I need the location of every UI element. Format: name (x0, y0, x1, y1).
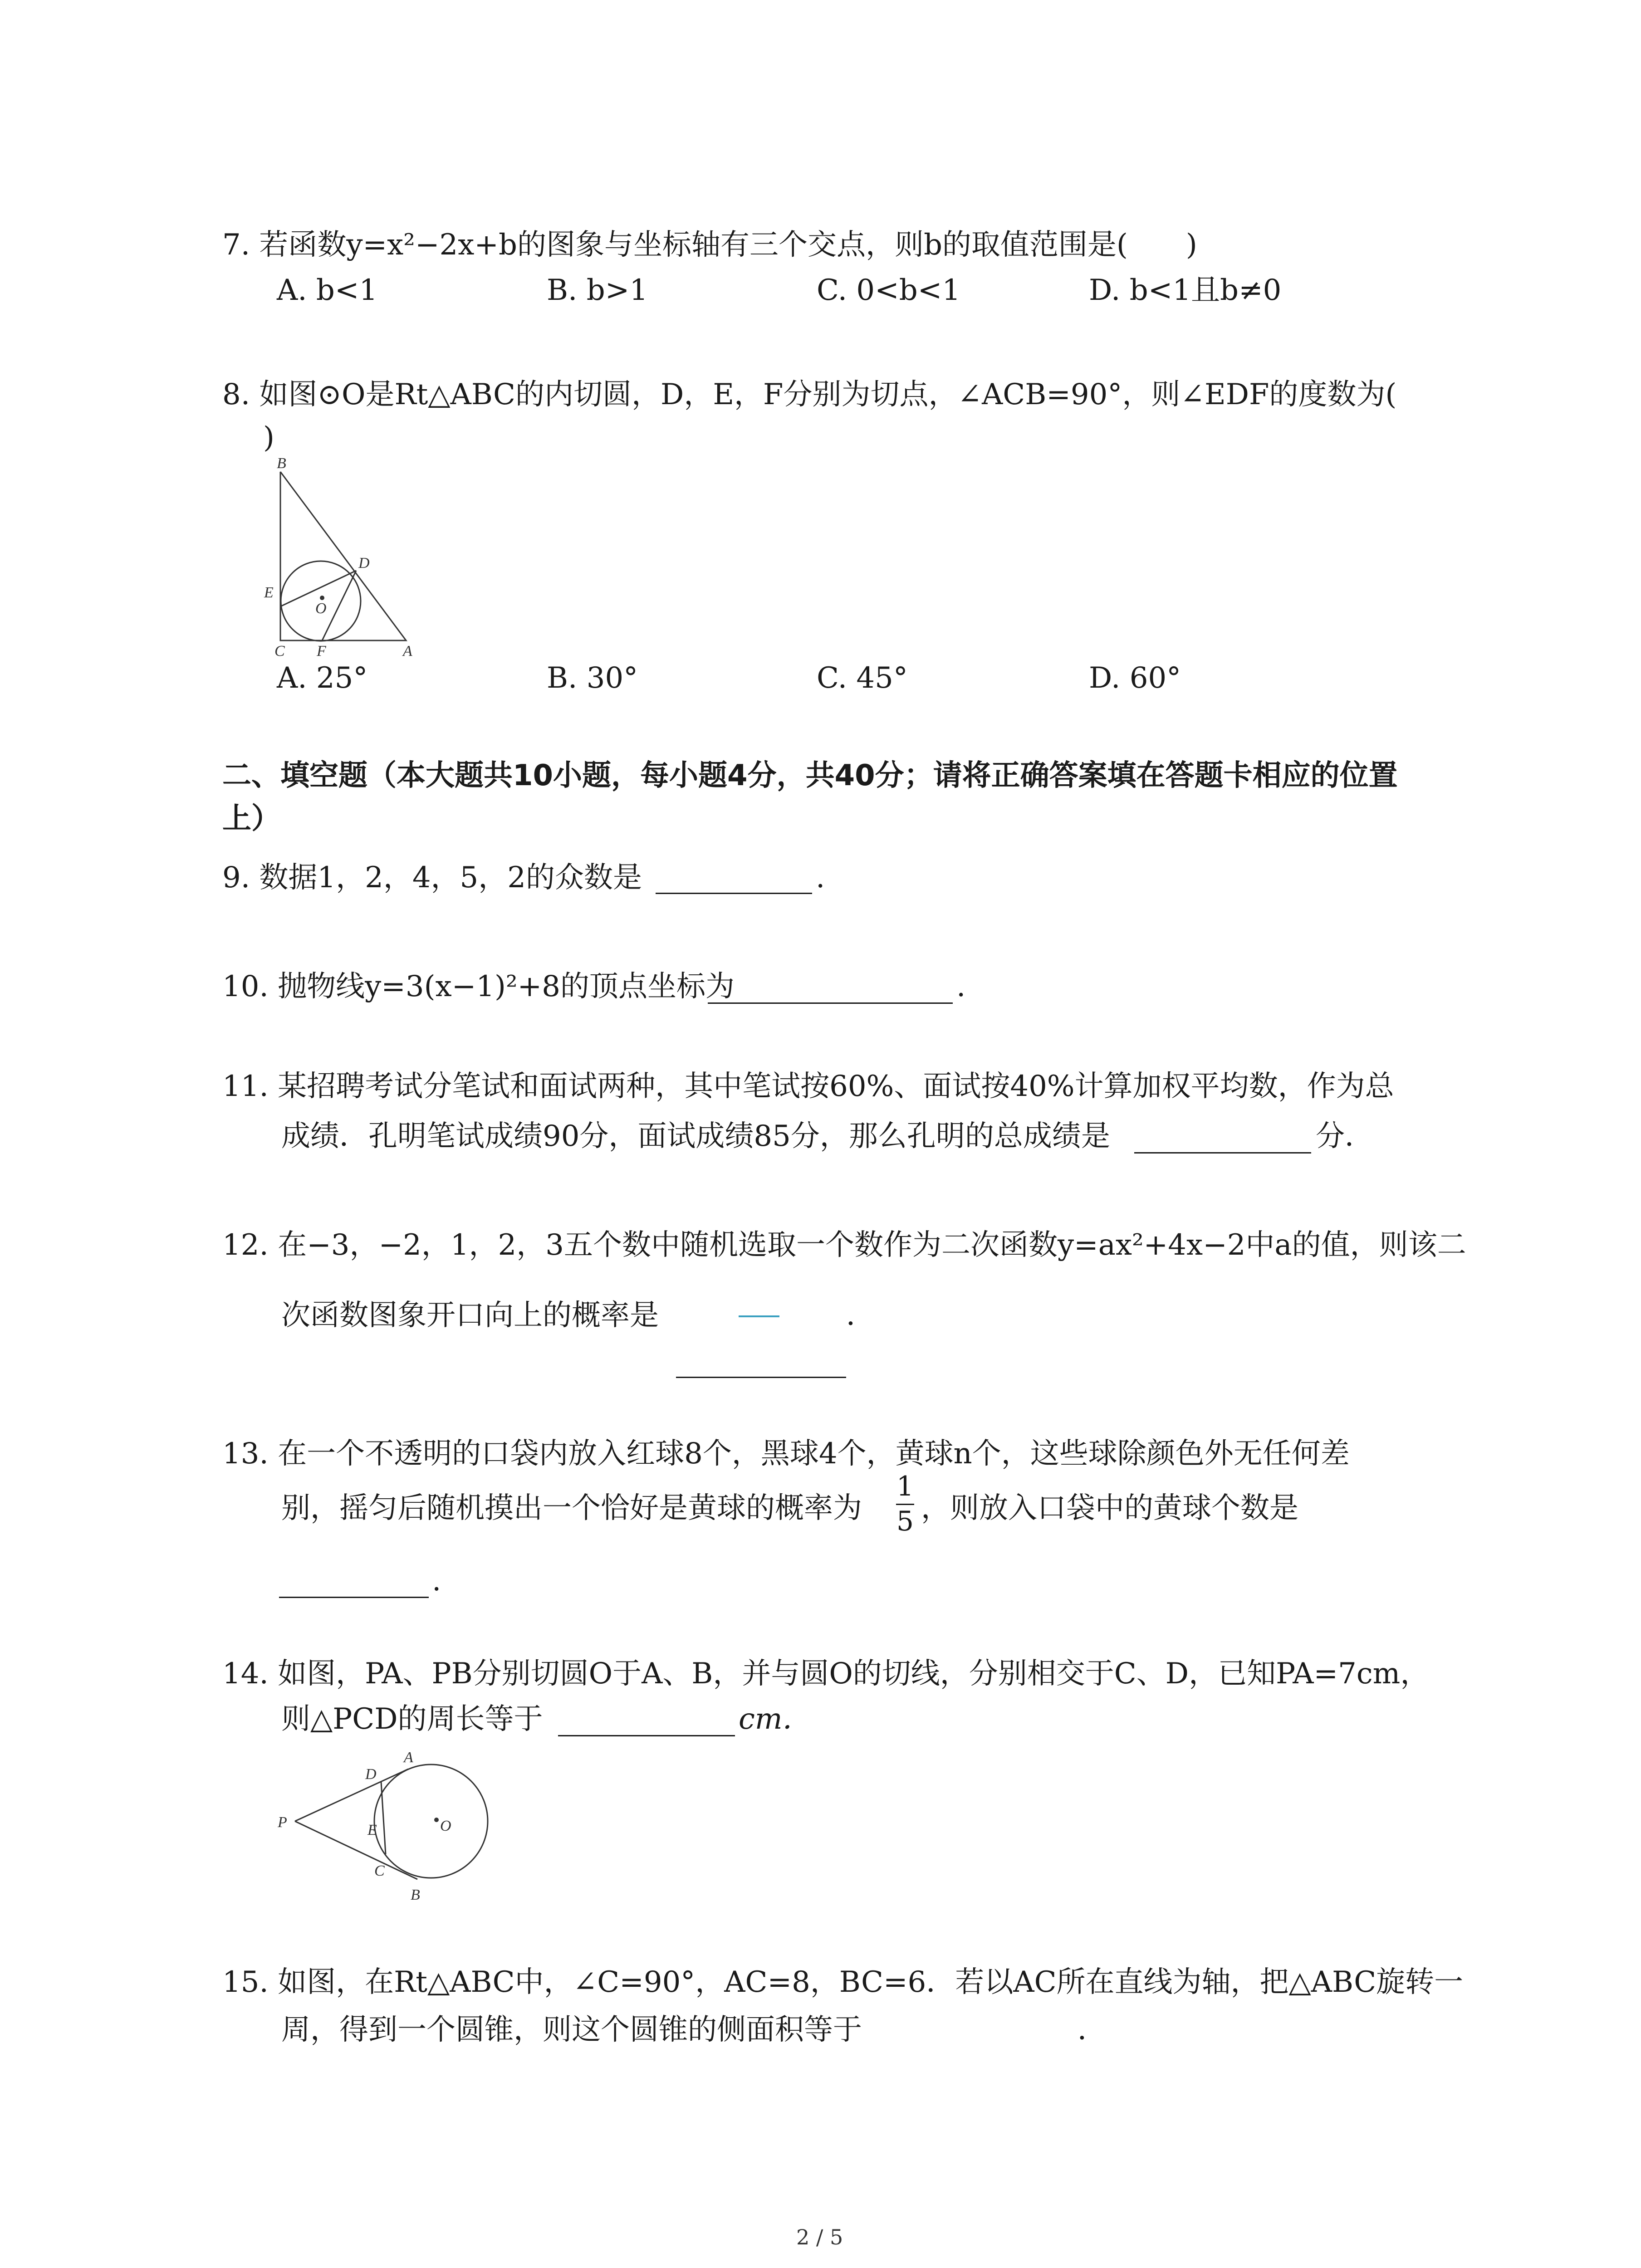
incircle-triangle-figure (259, 454, 458, 658)
q7-option-a: A. b<1 (277, 274, 378, 307)
figure14-label-c: C (374, 1862, 385, 1879)
figure8-label-o: O (315, 600, 327, 617)
tangent-circle-figure (272, 1742, 508, 1914)
figure14-label-b: B (411, 1887, 420, 1903)
figure14-label-p: P (278, 1814, 287, 1831)
q8-option-c: C. 45° (817, 661, 908, 695)
figure8-label-d: D (358, 555, 370, 572)
section-heading-line1: 二、填空题（本大题共10小题，每小题4分，共40分；请将正确答案填在答题卡相应的位置 (222, 759, 1398, 792)
figure8-label-e: E (264, 584, 274, 601)
figure8-label-a: A (403, 643, 412, 658)
q7-stem: 7. 若函数y=x²−2x+b的图象与坐标轴有三个交点，则b的取值范围是( ) (222, 228, 1197, 262)
figure8-label-b: B (277, 455, 286, 472)
q13-fraction-line (896, 1504, 914, 1505)
q13-end: . (432, 1564, 441, 1598)
figure14-label-e: E (367, 1822, 377, 1838)
q10-end: . (956, 970, 966, 1003)
q15-end: ． (1078, 2013, 1107, 2047)
q14-line1: 14. 如图，PA、PB分别切圆O于A、B，并与圆O的切线，分别相交于C、D，已知PA=7cm， (222, 1657, 1430, 1691)
q11-line2: 成绩．孔明笔试成绩90分，面试成绩85分，那么孔明的总成绩是 (281, 1119, 1110, 1153)
q14-line2: 则△PCD的周长等于 (281, 1702, 543, 1736)
q10-text: 10. 抛物线y=3(x−1)²+8的顶点坐标为 (222, 970, 735, 1003)
section-heading-line2: 上） (222, 802, 280, 836)
q8-stem-cont: ) (263, 421, 274, 455)
q14-end: cm． (739, 1702, 812, 1736)
q8-stem: 8. 如图⊙O是Rt△ABC的内切圆，D，E，F分别为切点，∠ACB=90°，则∠EDF的度数为( (222, 378, 1397, 411)
figure14-label-a: A (404, 1749, 413, 1766)
q13-line2a: 别，摇匀后随机摸出一个恰好是黄球的概率为 (281, 1491, 862, 1525)
figure14-label-o: O (440, 1818, 451, 1834)
q13-line2b: ，则放入口袋中的黄球个数是 (921, 1491, 1298, 1525)
figure8-label-f: F (317, 643, 326, 658)
q7-option-d: D. b<1且b≠0 (1089, 274, 1282, 307)
q8-option-a: A. 25° (277, 661, 368, 695)
q14-answer-blank[interactable] (558, 1735, 735, 1736)
q12-fraction-bar (739, 1315, 779, 1317)
q11-line1: 11. 某招聘考试分笔试和面试两种，其中笔试按60%、面试按40%计算加权平均数，作为总 (222, 1070, 1394, 1103)
q11-end: 分． (1316, 1119, 1374, 1153)
q8-option-d: D. 60° (1089, 661, 1181, 695)
q9-text: 9. 数据1，2，4，5，2的众数是 (222, 861, 642, 894)
figure8-label-c: C (274, 643, 285, 658)
q12-answer-blank[interactable] (676, 1377, 846, 1378)
q15-line2: 周，得到一个圆锥，则这个圆锥的侧面积等于 (281, 2013, 862, 2047)
q10-answer-blank[interactable] (708, 1002, 953, 1004)
q12-line1: 12. 在−3，−2，1，2，3五个数中随机选取一个数作为二次函数y=ax²+4x−2中a的值，则该二 (222, 1228, 1466, 1262)
q9-end: . (816, 861, 825, 894)
q13-fraction-denominator: 5 (896, 1505, 914, 1537)
q15-line1: 15. 如图，在Rt△ABC中，∠C=90°，AC=8，BC=6．若以AC所在直线为轴，把△ABC旋转一 (222, 1965, 1464, 1999)
q13-line1: 13. 在一个不透明的口袋内放入红球8个，黑球4个，黄球n个，这些球除颜色外无任何差 (222, 1437, 1350, 1471)
q7-option-b: B. b>1 (547, 274, 648, 307)
q9-answer-blank[interactable] (656, 893, 812, 894)
q11-answer-blank[interactable] (1134, 1152, 1311, 1154)
q12-end: ． (846, 1299, 875, 1332)
q13-answer-blank[interactable] (279, 1597, 429, 1598)
q12-line2: 次函数图象开口向上的概率是 (281, 1299, 659, 1332)
figure14-label-d: D (365, 1766, 377, 1783)
q13-fraction-numerator: 1 (896, 1471, 914, 1502)
page-number: 2 / 5 (796, 2225, 843, 2249)
q7-option-c: C. 0<b<1 (817, 274, 961, 307)
q8-option-b: B. 30° (547, 661, 638, 695)
